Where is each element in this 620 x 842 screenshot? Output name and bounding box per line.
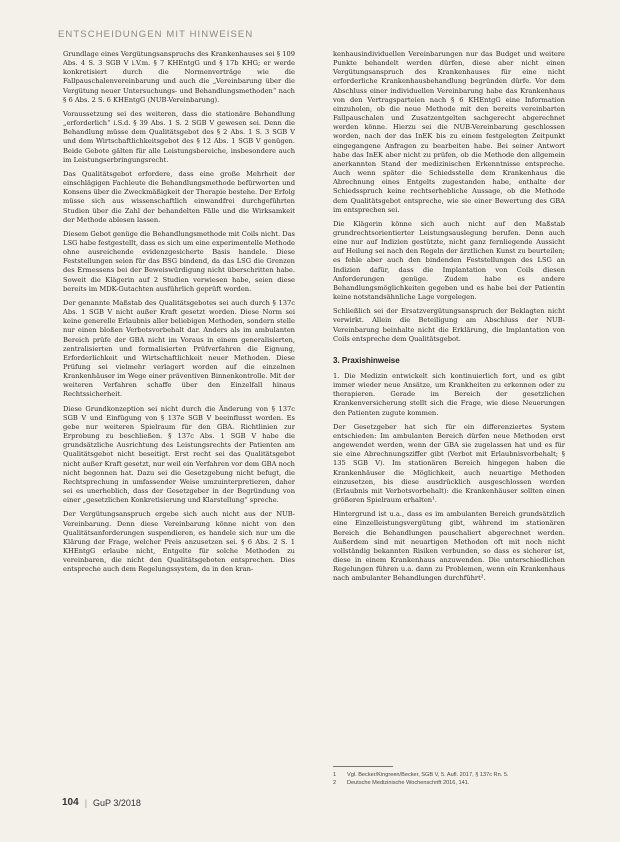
paragraph: Die Klägerin könne sich auch nicht auf den Maßstab grundrechtsorientierter Leistungsauslegung berufen. Denn auch eine nur auf Indizien gestützte, nicht ganz fernliegende Aussicht auf Heilung sei nach den Regeln der ärztlichen Kunst zu beurteilen; es fehle aber auch den bindenden Feststellungen des LSG an Indizien dafür, dass die Implantation von Coils diesen Anforderungen genüge. Zudem habe es andere Behandlungsmöglichkeiten gegeben und es habe bei der Patientin keine notstandsähnliche Lage vorgelegen. — [333, 219, 565, 302]
footnote-number: 2 — [333, 780, 337, 786]
footnote — [333, 771, 565, 779]
paragraph: Schließlich sei der Ersatzvergütungsanspruch der Beklagten nicht verwirkt. Allein die Beteiligung am Abschluss der NUB-Vereinbarung beinhalte nicht die Erklärung, die Implantation von Coils entspreche dem Qualitätsgebot. — [333, 307, 565, 343]
footnote-divider — [333, 766, 393, 767]
section-heading: 3. Praxishinweise — [333, 355, 400, 365]
paragraph: Voraussetzung sei des weiteren, dass die stationäre Behandlung „erforderlich“ i.S.d. § 39 Abs. 1 S. 2 SGB V gewesen sei. Denn die Behandlung müsse dem Qualitätsgebot des § 2 Abs. 1 S. 3 SGB V und dem Wirtschaftlichkeitsgebot des § 12 Abs. 1 SGB V genügen. Beide Gebote gälten für alle Leistungsbereiche, insbesondere auch im Leistungserbringungsrecht. — [63, 109, 295, 164]
paragraph: Der genannte Maßstab des Qualitätsgebotes sei auch durch § 137c Abs. 1 SGB V nicht außer Kraft gesetzt worden. Diese Norm sei keine generelle Erlaubnis aller beliebigen Methoden, sondern stelle nur einen bloßen Verbotsvorbehalt dar. Anders als im ambulanten Bereich prüfe der GBA nicht im Voraus in einem generalisierten, zentralisierten und formalisierten Prüfverfahren die Eignung, Erforderlichkeit und Wirtschaftlichkeit neuer Methoden. Diese Prüfung sei vielmehr verlagert worden auf die einzelnen Krankenhäuser im Wege einer präventiven Binnenkontrolle. Mit der weiteren Verfahren schaffe über den Einzelfall hinaus Rechtssicherheit. — [63, 298, 295, 399]
left-column — [63, 50, 295, 579]
paragraph: kenhausindividuellen Vereinbarungen nur das Budget und weitere Punkte behandelt werden dürfen, diese aber nicht einen Vergütungsanspruch des Krankenhauses für eine nicht erforderliche Krankenhausbehandlung begründen dürfe. Vor dem Abschluss einer individuellen Vereinbarung habe das Krankenhaus von den Vertragsparteien nach § 6 KHEntgG eine Information einzuholen, ob die neue Methode mit den bereits vereinbarten Fallpauschalen und Zusatzentgelten sachgerecht abgerechnet werden könne. Hierzu sei die NUB-Vereinbarung geschlossen worden, nach der das InEK bis zu einem festgelegten Zeitpunkt eingegangene Anfragen zu bearbeiten habe. Bei seiner Antwort habe das InEK aber nicht zu prüfen, ob die Methode den allgemein anerkannten Stand der medizinischen Erkenntnisse entspreche. Auch wenn später die Schiedsstelle dem Krankenhaus die Abrechnung eines Entgelts zugestanden habe, enthalte der Schiedsspruch keine rechtserhebliche Aussage, ob die Methode dem Qualitätsgebot entspreche, wie sie einer Bewertung des GBA im entsprechen sei. — [333, 50, 565, 214]
journal-issue: GuP 3/2018 — [93, 797, 141, 808]
footer-separator: | — [84, 797, 88, 808]
footnote-number: 1 — [333, 772, 337, 778]
footnote — [333, 779, 565, 787]
running-header: ENTSCHEIDUNGEN MIT HINWEISEN — [58, 29, 254, 40]
paragraph: Grundlage eines Vergütungsanspruchs des Krankenhauses sei § 109 Abs. 4 S. 3 SGB V i.V.m. § 7 KHEntgG und § 17b KHG; er werde konkretisiert durch die Normenverträge wie die Fallpauschalenvereinbarung und auch die „Vereinbarung über die Vergütung neuer Untersuchungs- und Behandlungsmethoden“ nach § 6 Abs. 2 S. 6 KHEntgG (NUB-Vereinbarung). — [63, 50, 295, 104]
footnote-text: Deutsche Medizinische Wochenschrift 2016, 141. — [347, 780, 470, 786]
page-number: 104 — [62, 797, 79, 808]
footnote-text: Vgl. Becker/Kingreen/Becker, SGB V, 5. Aufl. 2017, § 137c Rn. 5. — [347, 772, 509, 778]
footnotes — [333, 766, 565, 787]
paragraph: Hintergrund ist u.a., dass es im ambulanten Bereich grundsätzlich eine Einzelleistungsvergütung gibt, während im stationären Bereich die Behandlungen pauschaliert abgerechnet werden. Außerdem sind mit neuartigen Methoden oft mit noch nicht vollständig bekannten Risiken verbunden, so dass es sicherer ist, diese in einem Krankenhaus anzuwenden. Die unterschiedlichen Regelungen führen u.a. dann zu Problemen, wenn ein Krankenhaus nach ambulanter Behandlungen durchführt². — [333, 510, 565, 583]
paragraph: Diesem Gebot genüge die Behandlungsmethode mit Coils nicht. Das LSG habe festgestellt, dass es sich um eine experimentelle Methode ohne ausreichende evidenzgesicherte Basis handele. Diese Feststellungen seien für das BSG bindend, da das LSG die Grenzen des Ermessens bei der Beweiswürdigung nicht überschritten habe. Soweit die Klägerin auf 2 Studien verwiesen habe, seien diese bereits im MDK-Gutachten ausführlich geprüft worden. — [63, 229, 295, 293]
paragraph: Diese Grundkonzeption sei nicht durch die Änderung von § 137c SGB V und Einfügung von § 137e SGB V beeinflusst worden. Es gebe nur weiteren Spielraum für den GBA. Richtlinien zur Erprobung zu beschließen. § 137c Abs. 1 SGB V habe die grundsätzliche Ausrichtung des Leistungsrechts der Patienten am Qualitätsgebot nicht beseitigt. Erst recht sei das Qualitätsgebot nicht außer Kraft gesetzt, nur weil ein Verfahren vor dem GBA noch nicht begonnen hat. Dazu sei die Gesetzgebung nicht befugt, die Rechtsprechung in umfassender Weise umzuinterpretieren, daher sei es unerheblich, dass der Gesetzgeber in der Begründung von einer „gesetzlichen Konkretisierung und Klarstellung“ spreche. — [63, 404, 295, 505]
right-column — [333, 50, 565, 588]
paragraph: Das Qualitätsgebot erfordere, dass eine große Mehrheit der einschlägigen Fachleute die Behandlungsmethode befürworten und Konsens über die Zweckmäßigkeit der Therapie bestehe. Der Erfolg müsse sich aus wissenschaftlich einwandfrei durchgeführten Studien über die Zahl der behandelten Fälle und die Wirksamkeit der Methode ablesen lassen. — [63, 169, 295, 224]
paragraph: 1. Die Medizin entwickelt sich kontinuierlich fort, und es gibt immer wieder neue Ansätze, um Krankheiten zu erkennen oder zu therapieren. Gerade im Bereich der gesetzlichen Krankenversicherung stellt sich die Frage, wie diese Neuerungen den Patienten zugute kommen. — [333, 372, 565, 417]
paragraph: Der Vergütungsanspruch ergebe sich auch nicht aus der NUB-Vereinbarung. Denn diese Vereinbarung könne nicht von den Qualitätsanforderungen suspendieren, es handele sich nur um die Klärung der Frage, welcher Preis anzusetzen sei. § 6 Abs. 2 S. 1 KHEntgG erlaube nicht, Entgelte für solche Methoden zu vereinbaren, die nicht den Qualitätsgeboten entsprechen. Dies entspreche auch dem Regelungssystem, da in den kran- — [63, 510, 295, 574]
page-footer — [62, 797, 141, 808]
paragraph: Der Gesetzgeber hat sich für ein differenziertes System entschieden: Im ambulanten Bereich dürfen neue Methoden erst angewendet werden, wenn der GBA sie zugelassen hat und es für sie eine Abrechnungsziffer gibt (Verbot mit Erlaubnisvorbehalt; § 135 SGB V). Im stationären Bereich hingegen haben die Krankenhäuser die Möglichkeit, auch neuartige Methoden einzusetzen, bis diese ausdrücklich ausgeschlossen werden (Erlaubnis mit Verbotsvorbehalt): die Krankenhäuser sollten einen größeren Spielraum erhalten¹. — [333, 422, 565, 505]
